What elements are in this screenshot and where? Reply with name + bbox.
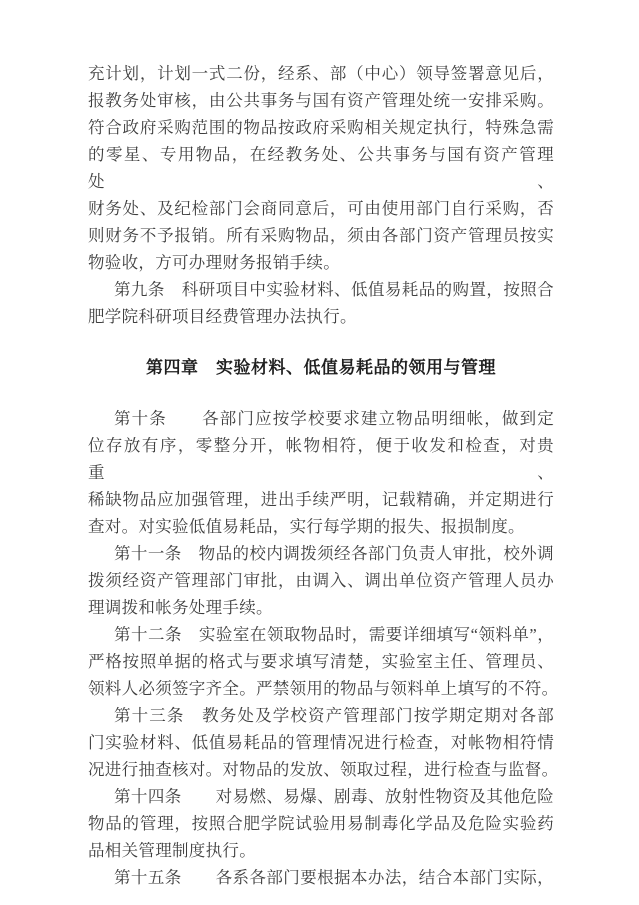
paragraph (88, 60, 554, 276)
text-line: 符合政府采购范围的物品按政府采购相关规定执行，特殊急需 (88, 118, 554, 137)
text-line: 财务处、及纪检部门会商同意后，可由使用部门自行采购，否 (88, 199, 554, 218)
paragraph (88, 621, 559, 702)
text-line: 第十五条 各系各部门要根据本办法，结合本部门实际， (114, 868, 554, 887)
text-line: 第十四条 对易燃、易爆、剧毒、放射性物资及其他危险 (114, 787, 554, 806)
text-line: 理调拨和帐务处理手续。 (88, 598, 273, 617)
text-line: 充计划，计划一式二份，经系、部（中心）领导签署意见后， (88, 64, 554, 83)
text-line: 肥学院科研项目经费管理办法执行。 (88, 307, 357, 326)
text-line: 拨须经资产管理部门审批，由调入、调出单位资产管理人员办 (88, 571, 554, 590)
text-line: 的零星、专用物品，在经教务处、公共事务与国有资产管理处、 (88, 145, 554, 191)
text-line: 物品的管理，按照合肥学院试验用易制毒化学品及危险实验药 (88, 814, 554, 833)
paragraph (88, 405, 554, 540)
text-line: 况进行抽查核对。对物品的发放、领取过程，进行检查与监督。 (88, 760, 559, 779)
text-line: 稀缺物品应加强管理，进出手续严明，记载精确，并定期进行 (88, 490, 554, 509)
paragraph (88, 540, 554, 621)
text-line: 物验收，方可办理财务报销手续。 (88, 253, 340, 272)
text-line: 查对。对实验低值易耗品，实行每学期的报失、报损制度。 (88, 517, 525, 536)
paragraph (88, 276, 554, 330)
paragraph (88, 783, 554, 864)
paragraph (88, 702, 559, 783)
text-line: 品相关管理制度执行。 (88, 841, 256, 860)
chapter-heading: 第四章 实验材料、低值易耗品的领用与管理 (146, 358, 496, 377)
text-line: 门实验材料、低值易耗品的管理情况进行检查，对帐物相符情 (88, 733, 554, 752)
text-line: 则财务不予报销。所有采购物品，须由各部门资产管理员按实 (88, 226, 554, 245)
text-line: 严格按照单据的格式与要求填写清楚，实验室主任、管理员、 (88, 652, 554, 671)
text-line: 位存放有序，零整分开，帐物相符，便于收发和检查，对贵重、 (88, 436, 554, 482)
document-content (88, 60, 559, 891)
paragraph (88, 864, 554, 891)
text-line: 第十三条 教务处及学校资产管理部门按学期定期对各部 (114, 706, 554, 725)
text-line: 报教务处审核，由公共事务与国有资产管理处统一安排采购。 (88, 91, 554, 110)
text-line: 第九条 科研项目中实验材料、低值易耗品的购置，按照合 (114, 280, 554, 299)
text-line: 第十二条 实验室在领取物品时，需要详细填写“领料单”， (114, 625, 554, 644)
text-line: 第十一条 物品的校内调拨须经各部门负责人审批，校外调 (114, 544, 554, 563)
text-line: 领料人必须签字齐全。严禁领用的物品与领料单上填写的不符。 (88, 679, 559, 698)
text-line: 第十条 各部门应按学校要求建立物品明细帐，做到定 (114, 409, 554, 428)
